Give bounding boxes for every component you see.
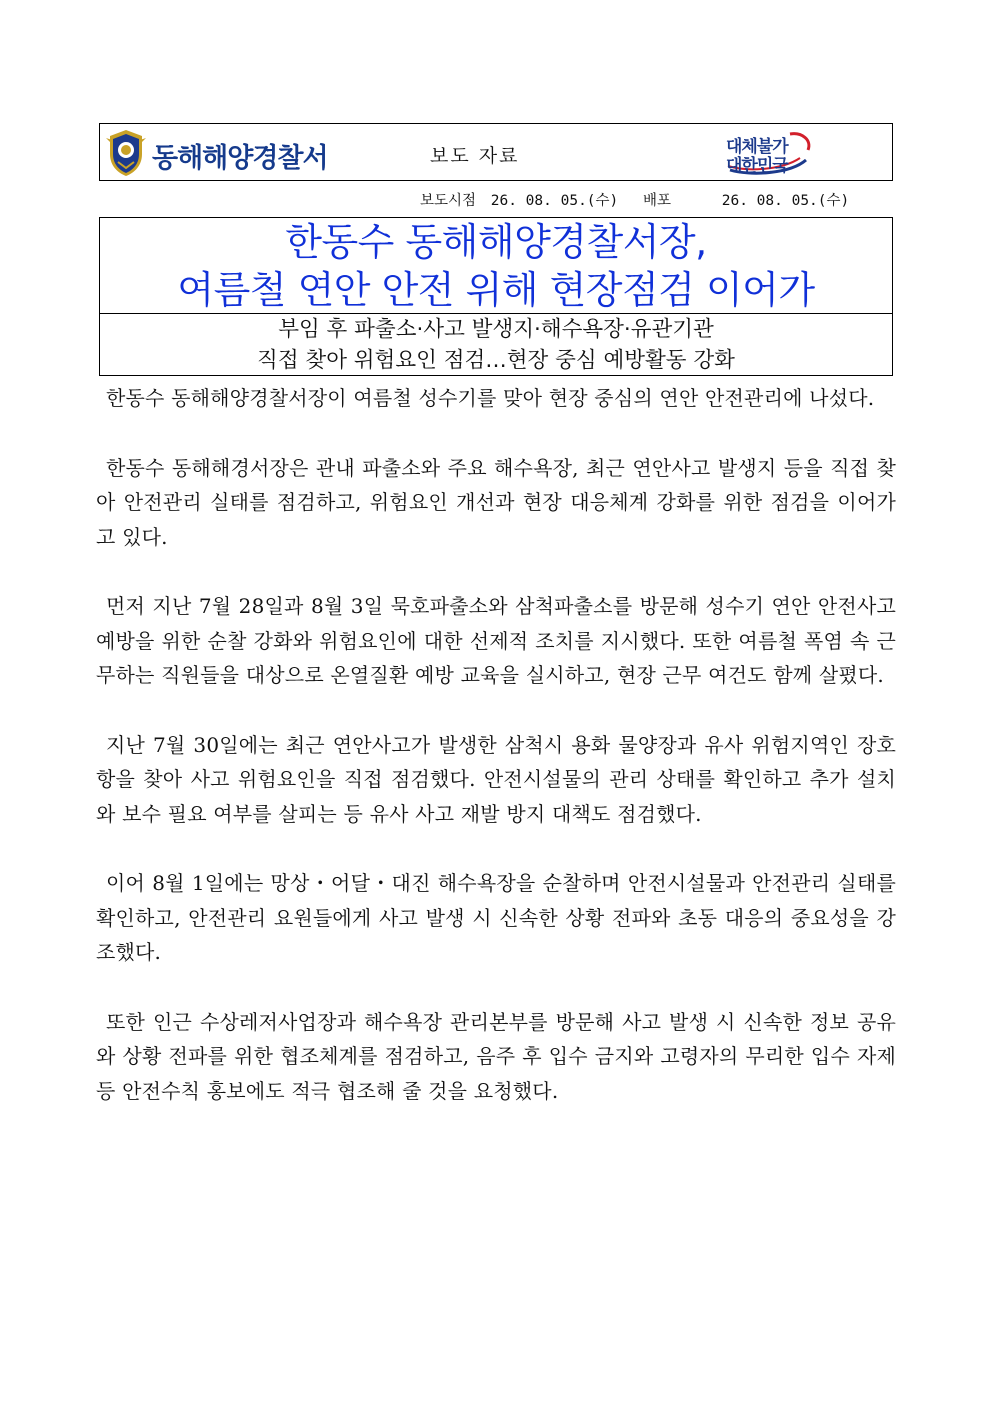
paragraph-4: 지난 7월 30일에는 최근 연안사고가 발생한 삼척시 용화 물양장과 유사 위험지역인 장호항을 찾아 사고 위험요인을 직접 점검했다. 안전시설물의 관리 상태를 확인하고 추가 설치와 보수 필요 여부를 살피는 등 유사 사고 재발 방지 대책도 점검했다. <box>96 732 896 826</box>
report-time-label: 보도시점 <box>420 193 477 209</box>
distribution-value: 26. 08. 05.(수) <box>721 193 850 209</box>
subheadline <box>100 314 892 376</box>
slogan-line-1: 대체불가 <box>726 137 788 157</box>
headline-line-2: 여름철 연안 안전 위해 현장점검 이어가 <box>177 268 815 312</box>
slogan-logo <box>720 130 820 176</box>
headline-box <box>99 217 893 376</box>
coast-guard-emblem-icon <box>106 128 146 178</box>
paragraph-2: 한동수 동해해경서장은 관내 파출소와 주요 해수욕장, 최근 연안사고 발생지 등을 직접 찾아 안전관리 실태를 점검하고, 위험요인 개선과 현장 대응체계 강화를 위한 점검을 이어가고 있다. <box>96 455 896 549</box>
paragraph-6: 또한 인근 수상레저사업장과 해수욕장 관리본부를 방문해 사고 발생 시 신속한 정보 공유와 상황 전파를 위한 협조체계를 점검하고, 음주 후 입수 금지와 고령자의 무리한 입수 자제 등 안전수칙 홍보에도 적극 협조해 줄 것을 요청했다. <box>96 1009 896 1103</box>
subheadline-line-1: 부임 후 파출소·사고 발생지·해수욕장·유관기관 <box>278 317 714 342</box>
subheadline-line-2: 직접 찾아 위험요인 점검…현장 중심 예방활동 강화 <box>257 348 735 373</box>
slogan-line-2: 대한민국 <box>726 156 788 176</box>
paragraph-3: 먼저 지난 7월 28일과 8월 3일 묵호파출소와 삼척파출소를 방문해 성수기 연안 안전사고 예방을 위한 순찰 강화와 위험요인에 대한 선제적 조치를 지시했다. 또한 여름철 폭염 속 근무하는 직원들을 대상으로 온열질환 예방 교육을 실시하고, 현장 근무 여건도 함께 살폈다. <box>96 594 896 687</box>
document-type: 보도 자료 <box>430 145 520 167</box>
paragraph-5: 이어 8월 1일에는 망상・어달・대진 해수욕장을 순찰하며 안전시설물과 안전관리 실태를 확인하고, 안전관리 요원들에게 사고 발생 시 신속한 상황 전파와 초동 대응의 중요성을 강조했다. <box>96 871 896 964</box>
article-body <box>96 381 896 1143</box>
headline <box>100 218 892 314</box>
release-dates <box>420 189 855 210</box>
paragraph-1: 한동수 동해해양경찰서장이 여름철 성수기를 맞아 현장 중심의 연안 안전관리에 나섰다. <box>106 386 875 410</box>
press-release-header <box>99 123 893 181</box>
org-name: 동해해양경찰서 <box>152 143 328 174</box>
distribution-label: 배포 <box>643 193 672 209</box>
report-time-value: 26. 08. 05.(수) <box>490 193 619 209</box>
headline-line-1: 한동수 동해해양경찰서장, <box>285 220 707 264</box>
